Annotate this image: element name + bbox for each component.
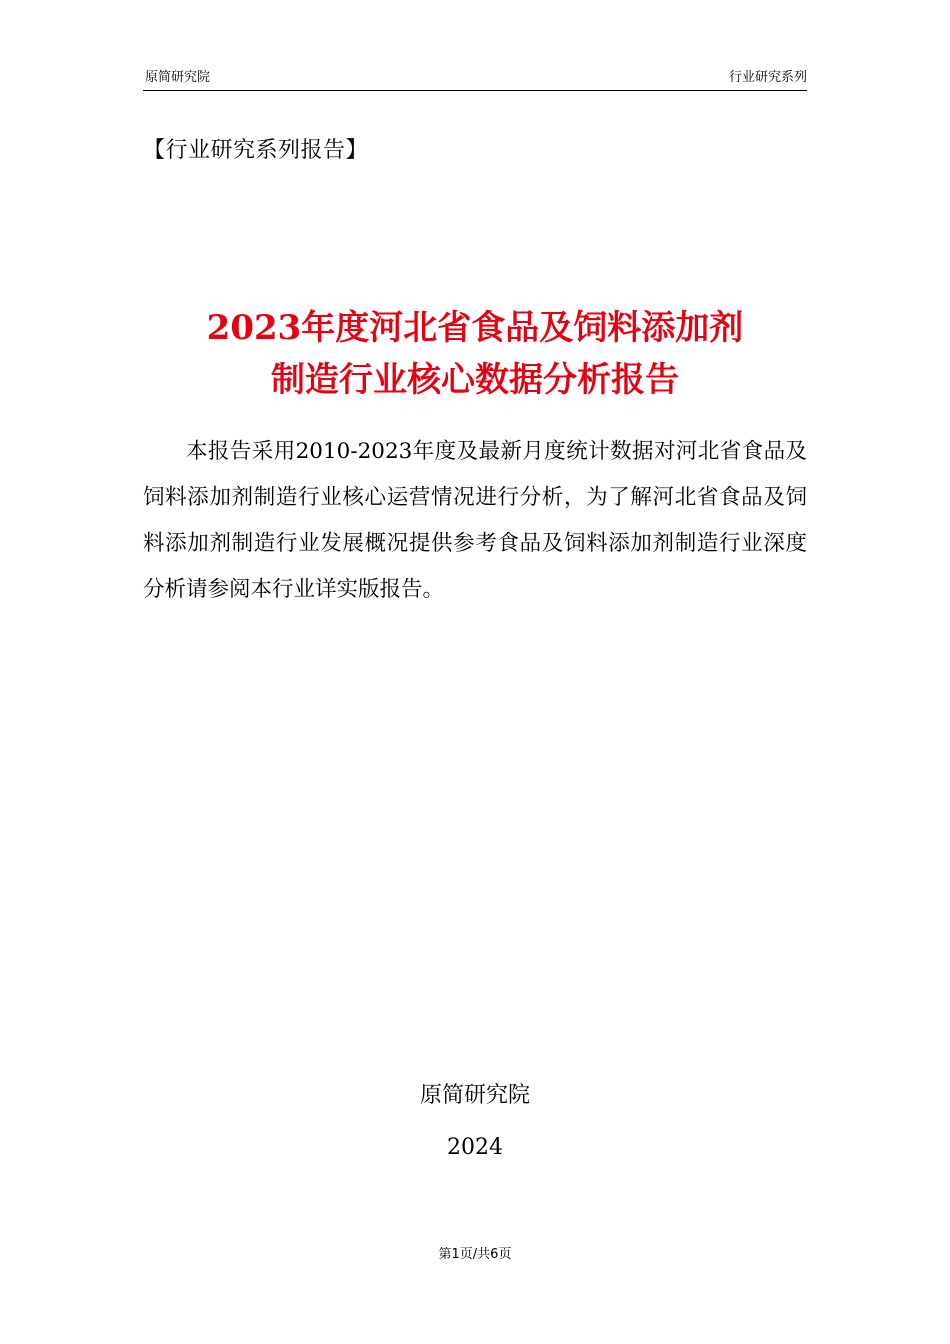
series-tag: 【行业研究系列报告】 (143, 138, 369, 163)
footer-organization: 原简研究院 (419, 1083, 530, 1108)
report-title (143, 302, 807, 406)
page-header (143, 66, 807, 91)
header-series: 行业研究系列 (728, 70, 807, 85)
footer-year: 2024 (447, 1135, 503, 1160)
intro-paragraph: 本报告采用2010-2023年度及最新月度统计数据对河北省食品及饲料添加剂制造行业核心运营情况进行分析，为了解河北省食品及饲料添加剂制造行业发展概况提供参考食品及饲料添加剂制造行业深度分析请参阅本行业详实版报告。 (143, 439, 807, 602)
report-title-line-2: 制造行业核心数据分析报告 (271, 360, 679, 400)
header-organization: 原简研究院 (145, 70, 211, 85)
page-number: 第1页/共6页 (438, 1247, 512, 1262)
report-title-line-1: 2023年度河北省食品及饲料添加剂 (206, 308, 744, 348)
